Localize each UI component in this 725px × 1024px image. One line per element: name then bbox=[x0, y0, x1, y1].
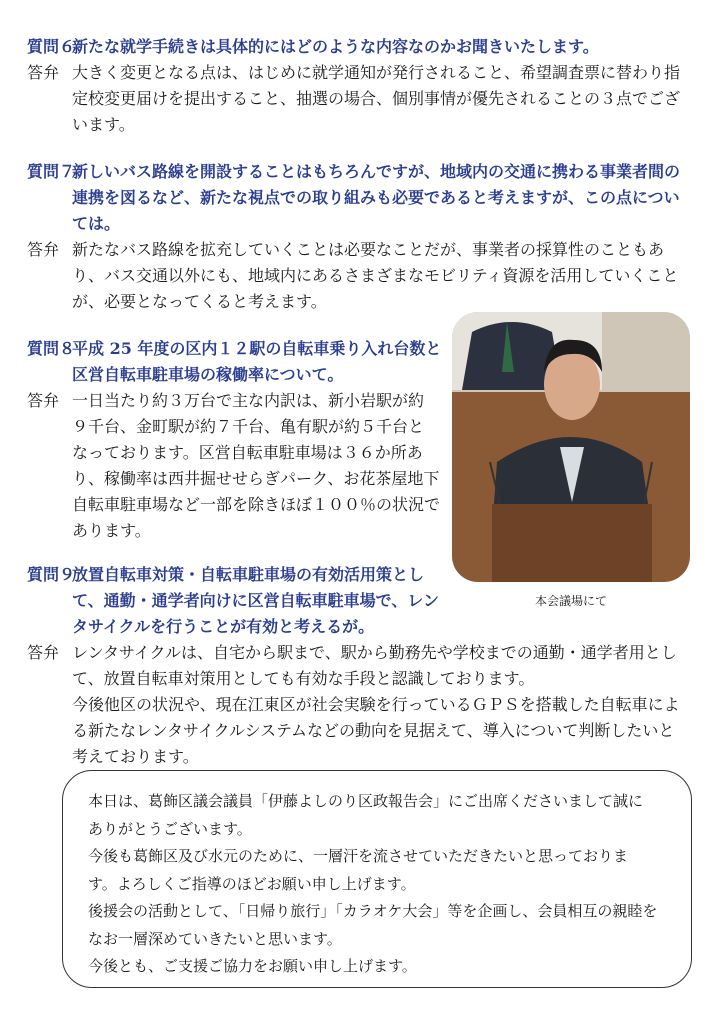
qa-item bbox=[27, 159, 705, 315]
answer-text: 自転車駐車場など一部を除きほぼ１００％の状況で bbox=[72, 495, 441, 514]
answer-text: 新たなバス路線を拡充していくことは必要なことだが、事業者の採算性のこともあ bbox=[72, 240, 665, 259]
answer-line bbox=[27, 744, 705, 770]
question-text: 区営自転車駐車場の稼働率について。 bbox=[72, 365, 344, 384]
answer-text: 考えております。 bbox=[72, 747, 199, 766]
answer-text: が、必要となってくると考えます。 bbox=[72, 292, 327, 311]
speaker-illustration bbox=[452, 312, 690, 582]
answer-label: 答弁 bbox=[27, 391, 60, 410]
greeting-line: ありがとうございます。 bbox=[88, 819, 252, 838]
council-photo bbox=[452, 312, 690, 582]
question-label: 質問９ bbox=[27, 565, 76, 584]
question-text: 連携を図るなど、新たな視点での取り組みも必要であると考えますが、この点につい bbox=[72, 188, 680, 207]
question-line bbox=[27, 185, 705, 211]
answer-text: 大きく変更となる点は、はじめに就学通知が発行されること、希望調査票に替わり指 bbox=[72, 63, 681, 82]
answer-text: います。 bbox=[72, 115, 135, 134]
question-text: 新たな就学手続きは具体的にはどのような内容なのかお聞きいたします。 bbox=[72, 37, 599, 56]
answer-label: 答弁 bbox=[27, 643, 60, 662]
answer-text: 今後他区の状況や、現在江東区が社会実験を行っているＧＰＳを搭載した自転車によ bbox=[72, 695, 680, 714]
question-text: ては。 bbox=[72, 214, 121, 233]
greeting-line: 後援会の活動として、「日帰り旅行」「カラオケ大会」等を企画し、会員相互の親睦を bbox=[88, 902, 658, 920]
question-label: 質問６ bbox=[27, 37, 76, 56]
answer-line bbox=[27, 692, 705, 718]
answer-line bbox=[27, 718, 705, 744]
answer-text: あります。 bbox=[72, 521, 151, 540]
answer-line bbox=[27, 237, 705, 263]
question-line bbox=[27, 211, 705, 237]
greeting-text bbox=[88, 788, 657, 981]
answer-line bbox=[27, 666, 705, 692]
question-label: 質問８ bbox=[27, 339, 76, 358]
question-text: 放置自転車対策・自転車駐車場の有効活用策とし bbox=[72, 565, 425, 584]
answer-line bbox=[27, 112, 705, 138]
greeting-line: なお一層深めていきたいと思います。 bbox=[88, 929, 342, 948]
answer-text: レンタサイクルは、自宅から駅まで、駅から勤務先や学校までの通勤・通学者用とし bbox=[72, 643, 677, 662]
answer-line bbox=[27, 60, 705, 86]
answer-text: ９千台、金町駅が約７千台、亀有駅が約５千台と bbox=[72, 417, 425, 436]
greeting-line: 今後も葛飾区及び水元のために、一層汗を流させていただきたいと思っておりま bbox=[88, 847, 629, 865]
question-text: タサイクルを行うことが有効と考えるが。 bbox=[72, 617, 375, 636]
answer-text: 定校変更届けを提出すること、抽選の場合、個別事情が優先されることの３点でござ bbox=[72, 89, 681, 108]
question-text: て、通勤・通学者向けに区営自転車駐車場で、レン bbox=[72, 591, 439, 610]
answer-text: り、バス交通以外にも、地域内にあるさまざまなモビリティ資源を活用していくこと bbox=[72, 266, 679, 285]
answer-text: る新たなレンタサイクルシステムなどの動向を見据えて、導入について判断したいと bbox=[72, 721, 675, 740]
answer-text: 一日当たり約３万台で主な内訳は、新小岩駅が約 bbox=[72, 391, 425, 410]
greeting-line: す。よろしくご指導のほどお願い申し上げます。 bbox=[88, 874, 416, 893]
question-line bbox=[27, 159, 705, 185]
answer-line bbox=[27, 640, 705, 666]
answer-text: り、稼働率は西井掘せせらぎパーク、お花茶屋地下 bbox=[72, 469, 440, 488]
question-line bbox=[27, 614, 705, 640]
question-text: 平成 25 年度の区内１２駅の自転車乗り入れ台数と bbox=[72, 339, 442, 358]
answer-text: て、放置自転車対策用としても有効な手段と認識しております。 bbox=[72, 669, 535, 688]
question-line bbox=[27, 34, 705, 60]
question-text: 新しいバス路線を開設することはもちろんですが、地域内の交通に携わる事業者間の bbox=[72, 162, 681, 181]
question-label: 質問７ bbox=[27, 162, 76, 181]
answer-line bbox=[27, 263, 705, 289]
answer-line bbox=[27, 86, 705, 112]
photo-caption: 本会議場にて bbox=[534, 594, 607, 608]
answer-label: 答弁 bbox=[27, 63, 60, 82]
answer-label: 答弁 bbox=[27, 240, 60, 259]
qa-item bbox=[27, 34, 705, 138]
greeting-line: 今後とも、ご支援ご協力をお願い申し上げます。 bbox=[88, 957, 417, 975]
greeting-line: 本日は、葛飾区議会議員「伊藤よしのり区政報告会」にご出席くださいまして誠に bbox=[88, 792, 644, 810]
answer-text: なっております。区営自転車駐車場は３６か所あ bbox=[72, 443, 423, 462]
